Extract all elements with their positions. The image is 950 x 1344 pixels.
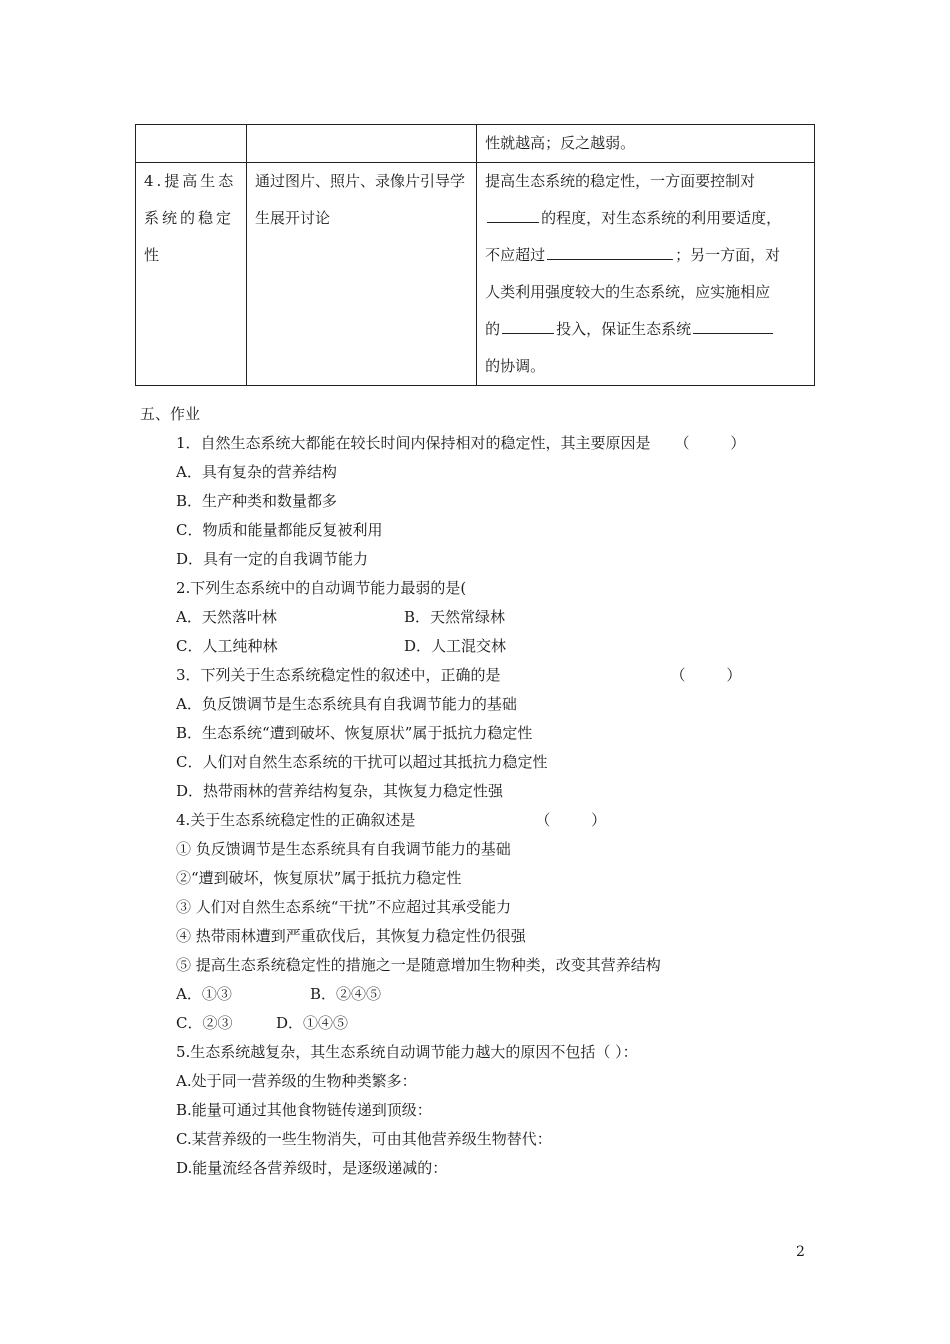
content-text: 提高生态系统的稳定性，一方面要控制对 bbox=[485, 172, 756, 190]
option-row bbox=[140, 1009, 800, 1038]
statement-item: ⑤ 提高生态系统稳定性的措施之一是随意增加生物种类，改变其营养结构 bbox=[176, 956, 661, 974]
fill-blank bbox=[547, 243, 673, 260]
content-text: 的 bbox=[485, 320, 501, 338]
option: C．人工纯种林 bbox=[176, 637, 278, 655]
section-label-cell: 4.提高生态系统的稳定性 bbox=[136, 163, 247, 386]
table-cell bbox=[247, 125, 477, 163]
option: C．人们对自然生态系统的干扰可以超过其抵抗力稳定性 bbox=[176, 753, 548, 771]
method-cell: 通过图片、照片、录像片引导学生展开讨论 bbox=[247, 163, 477, 386]
content-text: 人类利用强度较大的生态系统，应实施相应 bbox=[485, 283, 771, 301]
option: A．具有复杂的营养结构 bbox=[176, 463, 337, 481]
question-stem: 3．下列关于生态系统稳定性的叙述中，正确的是 （ ） bbox=[140, 661, 800, 690]
fill-blank bbox=[693, 317, 773, 334]
option: B．生产种类和数量都多 bbox=[176, 492, 338, 510]
option: C.某营养级的一些生物消失，可由其他营养级生物替代： bbox=[176, 1130, 552, 1148]
statement-item: ③ 人们对自然生态系统“干扰”不应超过其承受能力 bbox=[176, 898, 512, 916]
option: A.处于同一营养级的生物种类繁多： bbox=[176, 1072, 417, 1090]
answer-paren: （ ） bbox=[535, 811, 625, 829]
homework-section bbox=[140, 400, 800, 1183]
answer-paren: （ ） bbox=[674, 434, 764, 452]
option: B．天然常绿林 bbox=[404, 608, 506, 626]
fill-blank bbox=[487, 206, 539, 223]
option-row bbox=[140, 632, 800, 661]
fill-blank bbox=[502, 317, 554, 334]
statement-item: ②“遭到破坏，恢复原状”属于抵抗力稳定性 bbox=[176, 869, 462, 887]
option: D．具有一定的自我调节能力 bbox=[176, 550, 369, 568]
page-number: 2 bbox=[796, 1244, 805, 1260]
content-cell bbox=[477, 163, 815, 386]
content-text: ；另一方面，对 bbox=[675, 246, 781, 264]
table-cell: 性就越高；反之越弱。 bbox=[477, 125, 815, 163]
question-stem: 2.下列生态系统中的自动调节能力最弱的是( bbox=[176, 579, 467, 597]
option: B．生态系统“遭到破坏、恢复原状”属于抵抗力稳定性 bbox=[176, 724, 533, 742]
option: C．②③ bbox=[176, 1014, 233, 1032]
question-stem: 1．自然生态系统大都能在较长时间内保持相对的稳定性，其主要原因是 （ ） bbox=[140, 429, 800, 458]
option: D.能量流经各营养级时，是逐级递减的： bbox=[176, 1159, 448, 1177]
option-row bbox=[140, 980, 800, 1009]
option: D．热带雨林的营养结构复杂，其恢复力稳定性强 bbox=[176, 782, 504, 800]
option: D．①④⑤ bbox=[276, 1014, 349, 1032]
table-row bbox=[136, 163, 815, 386]
content-text: 投入，保证生态系统 bbox=[556, 320, 692, 338]
option: A．天然落叶林 bbox=[176, 608, 277, 626]
option-row bbox=[140, 603, 800, 632]
option: B.能量可通过其他食物链传递到顶级： bbox=[176, 1101, 432, 1119]
content-text: 的协调。 bbox=[485, 357, 546, 375]
statement-item: ④ 热带雨林遭到严重砍伐后，其恢复力稳定性仍很强 bbox=[176, 927, 526, 945]
question-stem: 5.生态系统越复杂，其生态系统自动调节能力越大的原因不包括（ ）： bbox=[176, 1043, 638, 1061]
answer-paren: （ ） bbox=[670, 666, 760, 684]
section-title: 五、作业 bbox=[140, 405, 201, 423]
statement-item: ① 负反馈调节是生态系统具有自我调节能力的基础 bbox=[176, 840, 511, 858]
content-text: 的程度，对生态系统的利用要适度， bbox=[541, 209, 782, 227]
option: A．负反馈调节是生态系统具有自我调节能力的基础 bbox=[176, 695, 517, 713]
option: C．物质和能量都能反复被利用 bbox=[176, 521, 383, 539]
table-cell bbox=[136, 125, 247, 163]
option: A．①③ bbox=[176, 985, 232, 1003]
table-row bbox=[136, 125, 815, 163]
question-stem: 4.关于生态系统稳定性的正确叙述是 （ ） bbox=[140, 806, 800, 835]
lesson-table bbox=[135, 124, 815, 386]
option: B．②④⑤ bbox=[310, 985, 382, 1003]
content-text: 不应超过 bbox=[485, 246, 546, 264]
option: D．人工混交林 bbox=[404, 637, 507, 655]
